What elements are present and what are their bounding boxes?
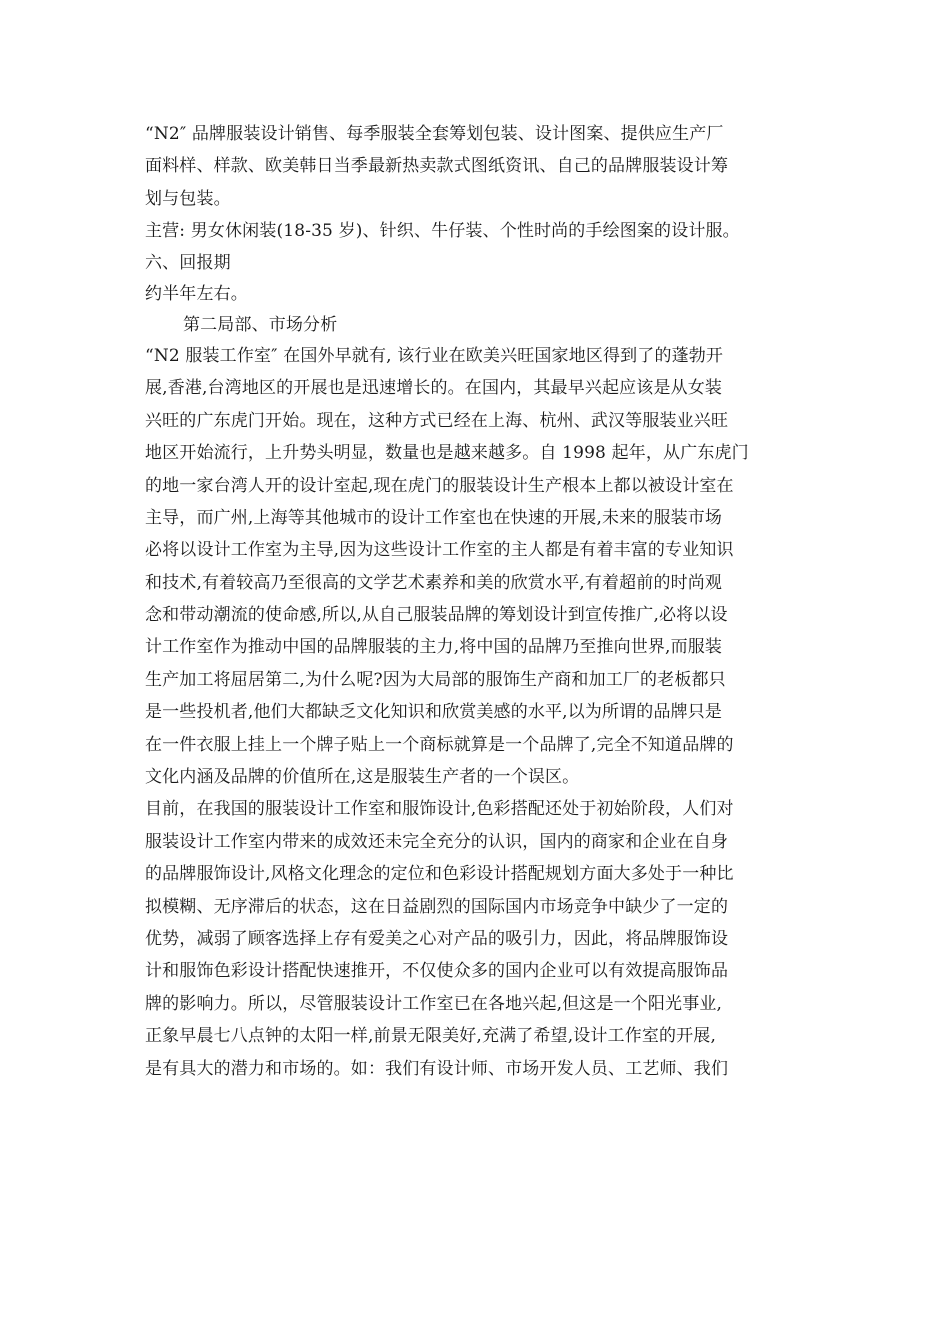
paragraph-line: 兴旺的广东虎门开始。现在，这种方式已经在上海、杭州、武汉等服装业兴旺 — [145, 410, 729, 431]
paragraph-line: 的品牌服饰设计,风格文化理念的定位和色彩设计搭配规划方面大多处于一种比 — [145, 864, 734, 885]
paragraph-line: 地区开始流行，上升势头明显，数量也是越来越多。自 1998 起年，从广东虎门 — [145, 443, 749, 464]
paragraph-line: 优势，减弱了顾客选择上存有爱美之心对产品的吸引力，因此，将品牌服饰设 — [145, 928, 729, 949]
paragraph-line: 主营: 男女休闲装(18-35 岁)、针织、牛仔装、个性时尚的手绘图案的设计服。 — [145, 221, 740, 242]
paragraph-line: 计工作室作为推动中国的品牌服装的主力,将中国的品牌乃至推向世界,而服装 — [145, 637, 723, 658]
paragraph-line: 面料样、样款、欧美韩日当季最新热卖款式图纸资讯、自己的品牌服装设计筹 — [145, 156, 729, 177]
paragraph-line: 和技术,有着较高乃至很高的文学艺术素养和美的欣赏水平,有着超前的时尚观 — [145, 572, 723, 593]
paragraph-line: 展,香港,台湾地区的开展也是迅速增长的。在国内，其最早兴起应该是从女装 — [145, 378, 723, 399]
paragraph-line: 正象早晨七八点钟的太阳一样,前景无限美好,充满了希望,设计工作室的开展, — [145, 1026, 717, 1047]
paragraph-line: 文化内涵及品牌的价值所在,这是服装生产者的一个误区。 — [145, 767, 580, 788]
paragraph-line: 念和带动潮流的使命感,所以,从自己服装品牌的筹划设计到宣传推广,必将以设 — [145, 605, 728, 626]
paragraph-line: 牌的影响力。所以，尽管服装设计工作室已在各地兴起,但这是一个阳光事业, — [145, 993, 723, 1014]
part-heading: 第二局部、市场分析 — [183, 314, 338, 335]
document-body — [145, 118, 813, 1085]
paragraph-line: 的地一家台湾人开的设计室起,现在虎门的服装设计生产根本上都以被设计室在 — [145, 475, 734, 496]
paragraph-line: 拟模糊、无序滞后的状态，这在日益剧烈的国际国内市场竞争中缺少了一定的 — [145, 896, 729, 917]
paragraph-line: 计和服饰色彩设计搭配快速推开，不仅使众多的国内企业可以有效提高服饰品 — [145, 961, 729, 982]
paragraph-line: “N2 服装工作室″ 在国外早就有, 该行业在欧美兴旺国家地区得到了的蓬勃开 — [145, 345, 724, 366]
paragraph-line: 服装设计工作室内带来的成效还未完全充分的认识，国内的商家和企业在自身 — [145, 831, 729, 852]
paragraph-line: 主导，而广州,上海等其他城市的设计工作室也在快速的开展,未来的服装市场 — [145, 507, 723, 528]
paragraph-line: 约半年左右。 — [145, 283, 248, 304]
paragraph-line: 是有具大的潜力和市场的。如：我们有设计师、市场开发人员、工艺师、我们 — [145, 1058, 729, 1079]
paragraph-line: 是一些投机者,他们大都缺乏文化知识和欣赏美感的水平,以为所谓的品牌只是 — [145, 702, 723, 723]
paragraph-line: 划与包装。 — [145, 188, 231, 209]
paragraph-line: 生产加工将屈居第二,为什么呢?因为大局部的服饰生产商和加工厂的老板都只 — [145, 669, 726, 690]
paragraph-line: 必将以设计工作室为主导,因为这些设计工作室的主人都是有着丰富的专业知识 — [145, 540, 734, 561]
paragraph-line: “N2″ 品牌服装设计销售、每季服装全套筹划包装、设计图案、提供应生产厂 — [145, 124, 724, 144]
section-heading: 六、回报期 — [145, 252, 231, 273]
paragraph-line: 目前，在我国的服装设计工作室和服饰设计,色彩搭配还处于初始阶段，人们对 — [145, 799, 734, 820]
paragraph-line: 在一件衣服上挂上一个牌子贴上一个商标就算是一个品牌了,完全不知道品牌的 — [145, 734, 734, 755]
